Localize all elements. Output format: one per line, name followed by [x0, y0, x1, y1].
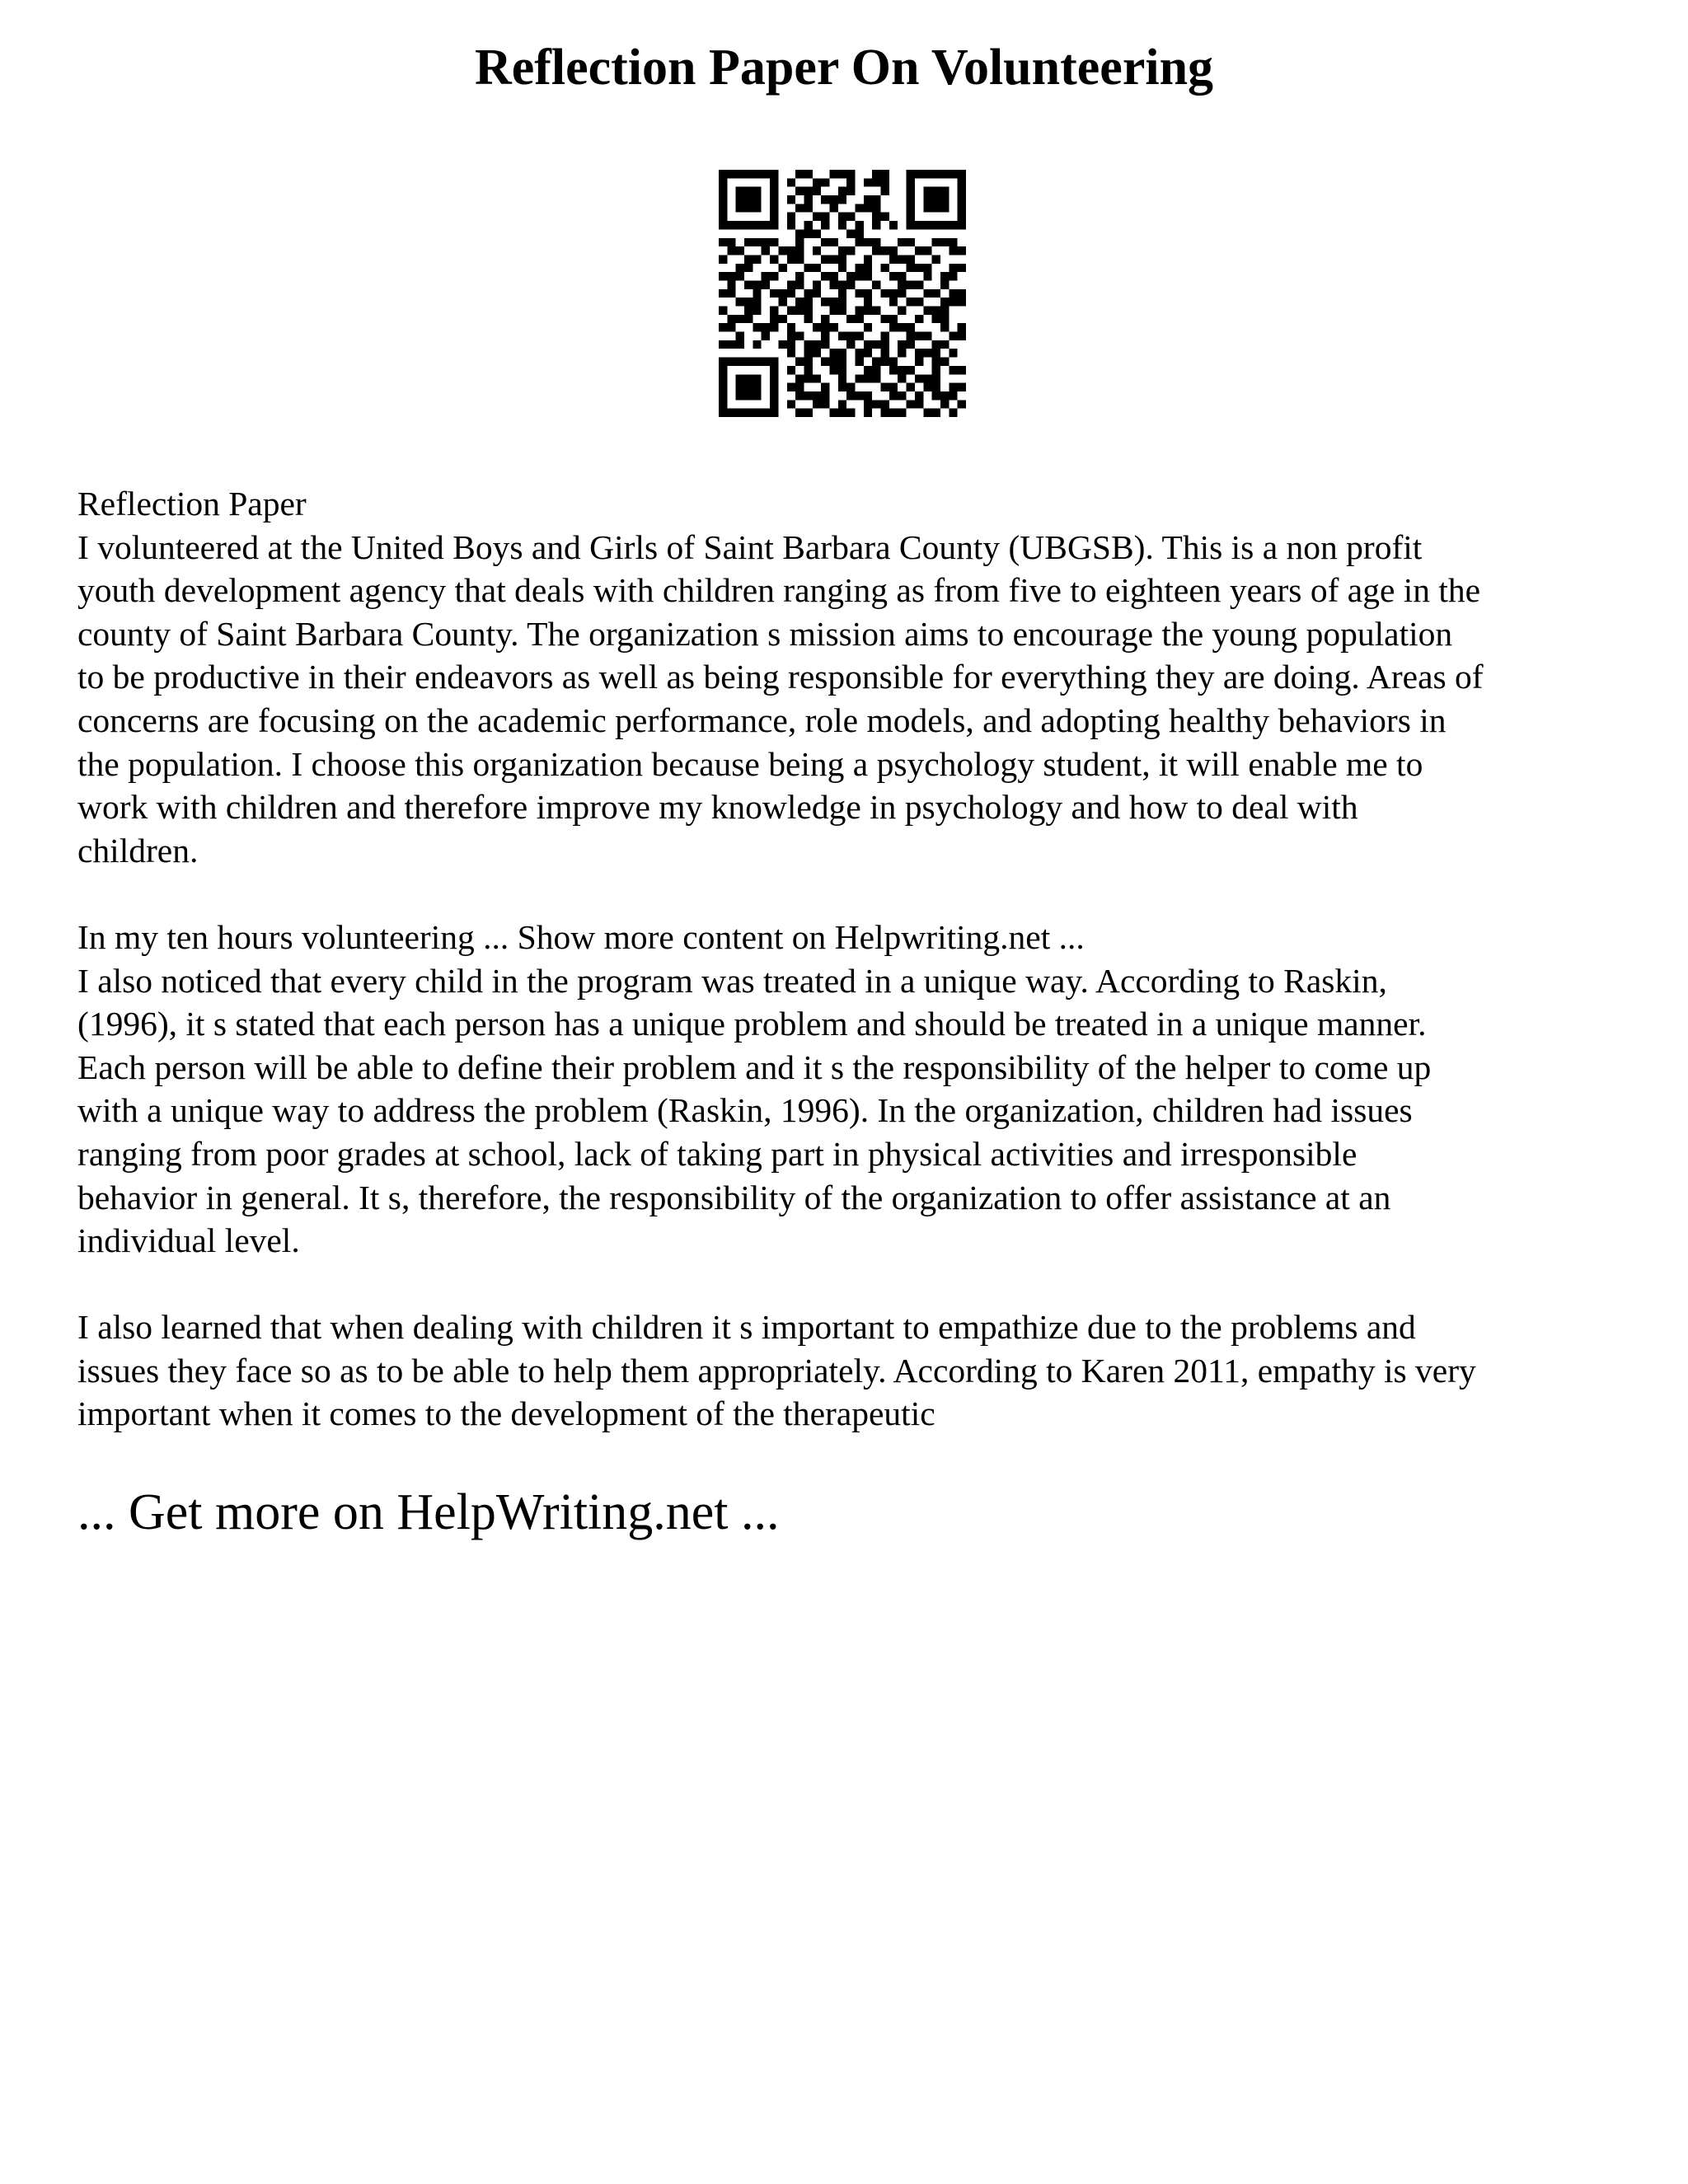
get-more-link[interactable]: ... Get more on HelpWriting.net ... — [77, 1484, 780, 1540]
text-line: issues they face so as to be able to help them appropriately. According to Karen 2011, empathy is very — [77, 1351, 1476, 1390]
text-line: In my ten hours volunteering ... Show more content on Helpwriting.net ... — [77, 917, 1085, 956]
text-line: Each person will be able to define their problem and it s the responsibility of the helper to come up — [77, 1047, 1432, 1086]
text-line: youth development agency that deals with children ranging as from five to eighteen years of age in the — [77, 571, 1481, 610]
qr-code-icon — [719, 170, 966, 417]
paragraph-gap — [77, 1263, 1627, 1306]
text-line: the population. I choose this organization because being a psychology student, it will enable me to — [77, 744, 1423, 783]
text-line: I volunteered at the United Boys and Girls of Saint Barbara County (UBGSB). This is a non profit — [77, 527, 1423, 566]
text-line: (1996), it s stated that each person has a unique problem and should be treated in a unique manner. — [77, 1005, 1427, 1043]
text-line: important when it comes to the development of the therapeutic — [77, 1394, 935, 1433]
heading-line: Reflection Paper — [77, 485, 307, 523]
text-line: I also learned that when dealing with children it s important to empathize due to the problems and — [77, 1308, 1416, 1347]
text-line: behavior in general. It s, therefore, the responsibility of the organization to offer assistance at an — [77, 1178, 1391, 1216]
text-line: ranging from poor grades at school, lack of taking part in physical activities and irresponsible — [77, 1134, 1357, 1173]
paragraph-gap — [77, 872, 1627, 916]
text-line: I also noticed that every child in the program was treated in a unique way. According to Raskin, — [77, 961, 1387, 1000]
text-line: county of Saint Barbara County. The organization s mission aims to encourage the young population — [77, 614, 1453, 653]
text-line: with a unique way to address the problem (Raskin, 1996). In the organization, children had issues — [77, 1091, 1413, 1130]
text-line: work with children and therefore improve my knowledge in psychology and how to deal with — [77, 788, 1358, 827]
document-title: Reflection Paper On Volunteering — [474, 40, 1214, 96]
document-body — [77, 482, 1627, 1436]
text-line: children. — [77, 831, 199, 869]
text-line: to be productive in their endeavors as well as being responsible for everything they are doing. Areas of — [77, 658, 1484, 696]
text-line: concerns are focusing on the academic performance, role models, and adopting healthy behaviors in — [77, 701, 1447, 739]
text-line: individual level. — [77, 1221, 300, 1260]
